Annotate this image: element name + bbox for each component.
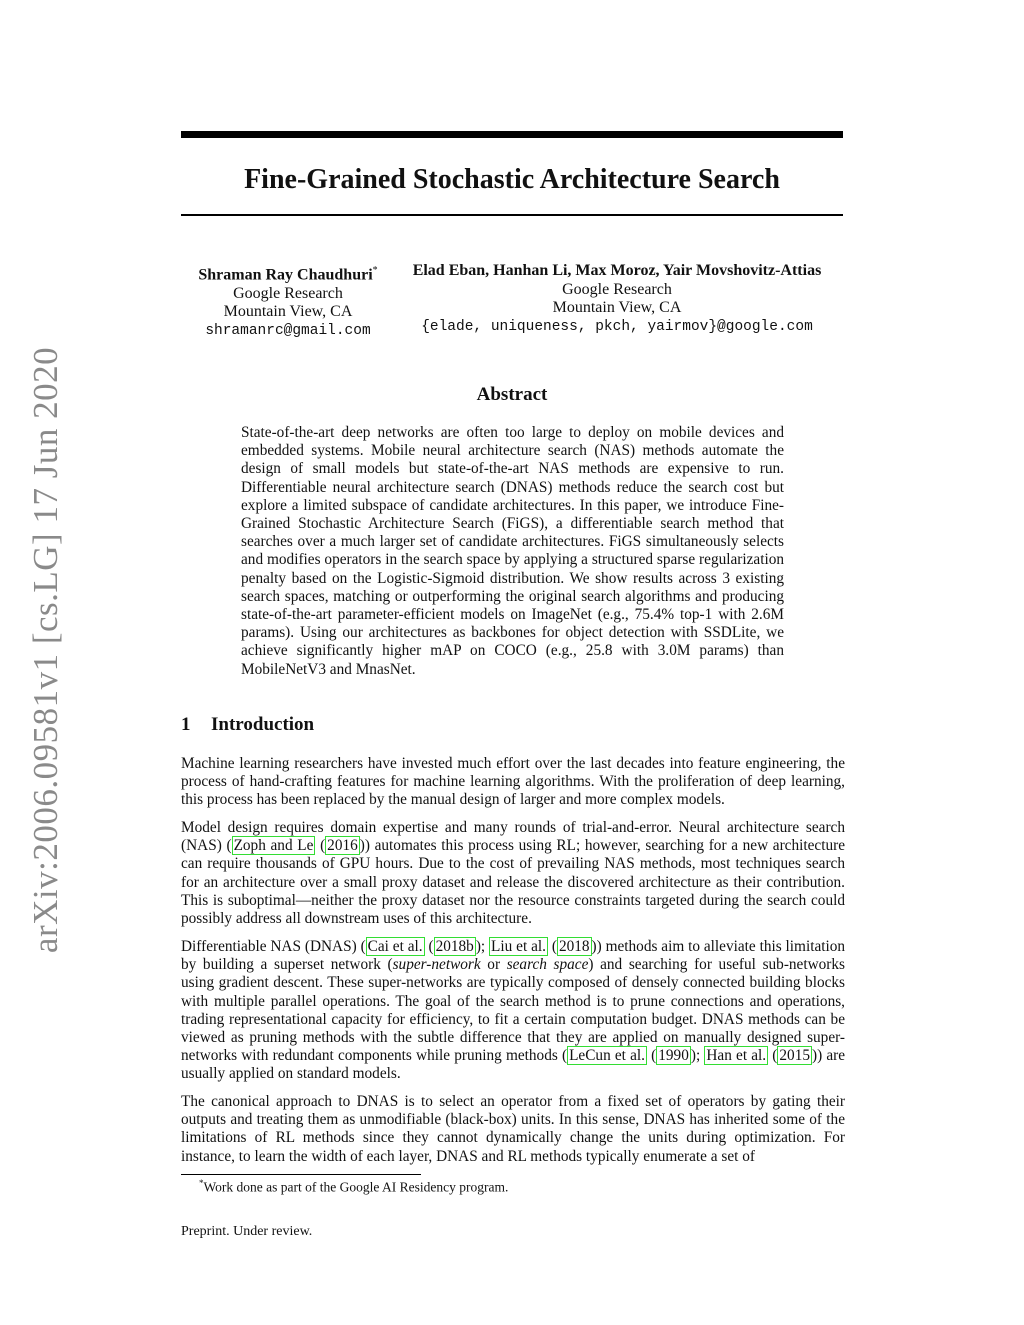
- preprint-note: Preprint. Under review.: [181, 1224, 313, 1239]
- emphasis-term: super-network: [392, 956, 481, 974]
- abstract-body: State-of-the-art deep networks are often too large to deploy on mobile devices and embedded systems. Mobile neural architecture search (NAS) methods automate the design of small models but state-of-the-art NAS methods are expensive to run. Differentiable neural architecture search (DNAS) methods reduce the search cost but explore a limited subspace of candidate architectures. In this paper, we introduce Fine-Grained Stochastic Architecture Search (FiGS), a differentiable search method that searches over a much larger set of candidate architectures. FiGS simultaneously selects and modifies operators in the search space by applying a structured sparse regularization penalty based on the Logistic-Sigmoid distribution. We show results across 3 existing search spaces, matching or outperforming the original search algorithms and producing state-of-the-art parameter-efficient models on ImageNet (e.g., 75.4% top-1 with 2.6M params). Using our architectures as backbones for object detection with SSDLite, we achieve significantly higher mAP on COCO (e.g., 25.8 with 3.0M params) than MobileNetV3 and MnasNet.: [241, 424, 784, 678]
- footnote-rule: [181, 1174, 421, 1175]
- section-title: Introduction: [211, 714, 315, 735]
- title-top-rule: [181, 131, 843, 138]
- title-bottom-rule: [181, 214, 843, 216]
- paper-title: Fine-Grained Stochastic Architecture Search: [244, 164, 780, 195]
- footnote-marker: *: [372, 265, 378, 276]
- author-location: Mountain View, CA: [223, 303, 353, 321]
- arxiv-stamp: arXiv:2006.09581v1 [cs.LG] 17 Jun 2020: [26, 346, 65, 954]
- citation-year-link[interactable]: 2015: [779, 1047, 810, 1065]
- citation-year-link[interactable]: 1990: [658, 1047, 689, 1065]
- author-affiliation: Google Research: [233, 284, 343, 302]
- intro-paragraph-1: Machine learning researchers have invested much effort over the last decades into feature engineering, the process of hand-crafting features for machine learning algorithms. With the proliferation of deep learning, this process has been replaced by the manual design of larger and more complex models.: [181, 755, 845, 809]
- citation-link[interactable]: Han et al.: [706, 1047, 767, 1065]
- emphasis-term: search space: [506, 956, 589, 974]
- section-number: 1: [181, 714, 191, 735]
- author-block-1: [183, 262, 393, 340]
- citation-year-link[interactable]: 2018b: [435, 938, 474, 955]
- citation-year-link[interactable]: 2018: [558, 938, 590, 955]
- author-affiliation: Google Research: [562, 280, 672, 298]
- section-heading: [181, 714, 314, 736]
- author-location: Mountain View, CA: [552, 299, 682, 316]
- citation-link[interactable]: Cai et al.: [367, 938, 423, 955]
- citation-link[interactable]: Zoph and Le: [233, 837, 314, 855]
- intro-paragraph-4: The canonical approach to DNAS is to select an operator from a fixed set of operators by gating their outputs and treating them as unmodifiable (black-box) units. In this sense, DNAS has inherited some of the limitations of RL methods since they cannot dynamically change the units during optimization. For instance, to learn the width of each layer, DNAS and RL methods typically enumerate a set of: [181, 1093, 845, 1165]
- footnote: *Work done as part of the Google AI Residency program.: [199, 1178, 509, 1195]
- intro-paragraph-2: Model design requires domain expertise and many rounds of trial-and-error. Neural architecture search (NAS) ( Zoph and Le ( 2016 )) automates this process using RL; however, searching for a new architecture can require thousands of GPU hours. Due to the cost of prevailing NAS methods, most techniques search for an architecture over a small proxy dataset and release the discovered architecture as their contribution. This is suboptimal—neither the proxy dataset nor the resource constraints targeted during the search could possibly address all downstream uses of this architecture.: [181, 819, 845, 928]
- author-names: Elad Eban, Hanhan Li, Max Moroz, Yair Movshovitz-Attias: [412, 262, 822, 279]
- author-names: Shraman Ray Chaudhuri*: [198, 265, 378, 284]
- citation-link[interactable]: LeCun et al.: [569, 1047, 645, 1065]
- citation-link[interactable]: Liu et al.: [491, 938, 546, 955]
- intro-paragraph-3: Differentiable NAS (DNAS) ( Cai et al. ( 2018b ); Liu et al. ( 2018 )) methods aim to alleviate this limitation by building a superset network (super-network or search space) and searching for useful sub-networks using gradient descent. These super-networks are typically composed of densely connected building blocks with multiple parallel operations. The goal of the search method is to prune connections and operations, trading representational capacity for efficiency, to fit a certain computation budget. DNAS methods can be viewed as pruning methods with the subtle difference that they are applied on manually designed super-networks with redundant components while pruning methods ( LeCun et al. ( 1990 ); Han et al. ( 2015 )) are usually applied on standard models.: [181, 938, 846, 1083]
- author-email: shramanrc@gmail.com: [205, 322, 371, 339]
- citation-year-link[interactable]: 2016: [327, 837, 358, 855]
- abstract-heading: Abstract: [476, 384, 548, 405]
- author-block-2: [398, 262, 836, 336]
- footnote-marker: *: [199, 1178, 204, 1188]
- author-email: {elade, uniqueness, pkch, yairmov}@google.com: [421, 318, 813, 335]
